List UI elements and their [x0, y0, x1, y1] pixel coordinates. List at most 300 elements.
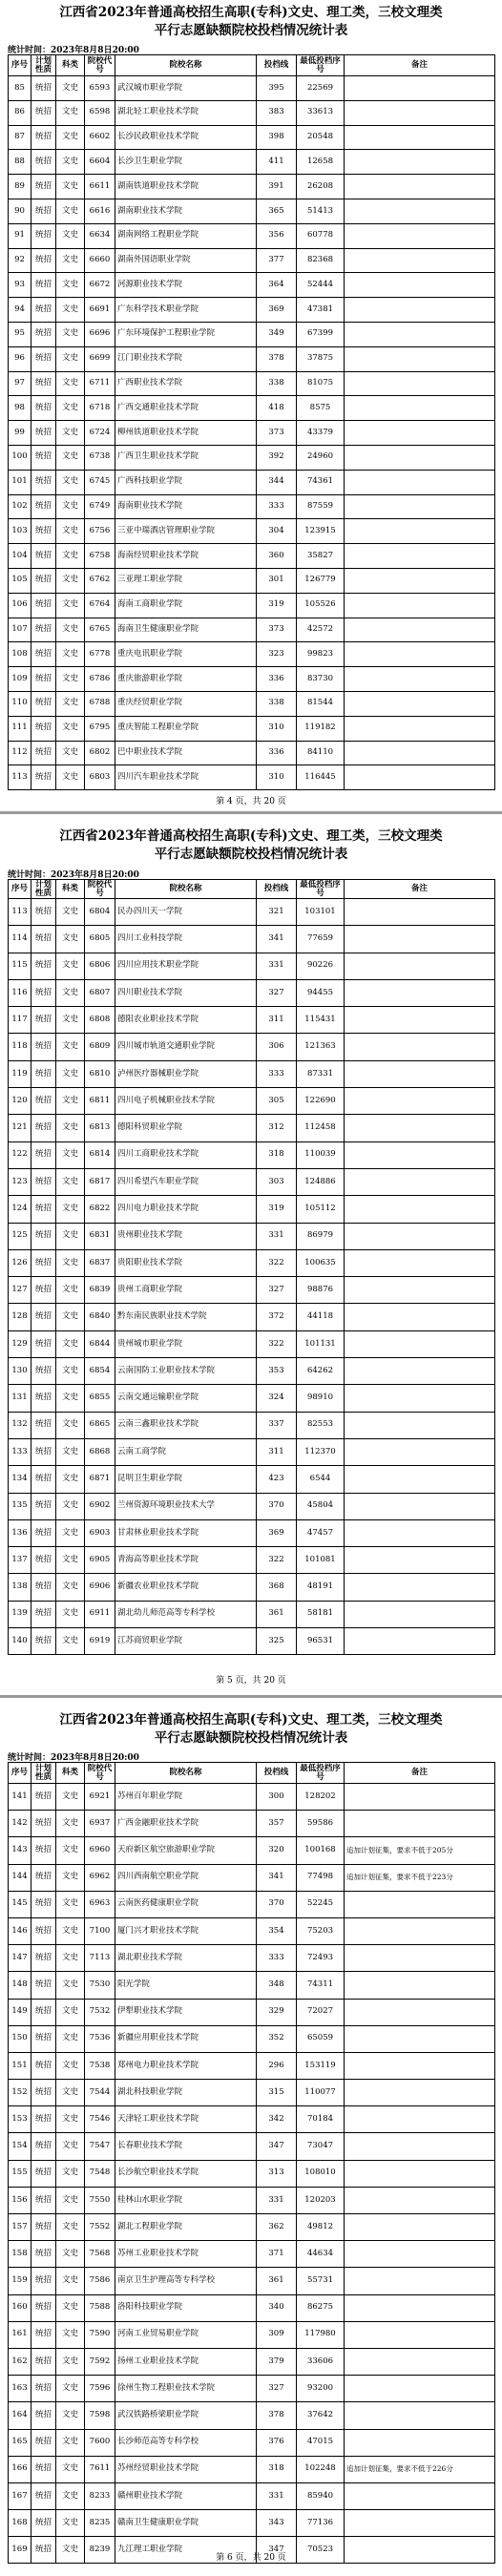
- min-rank-cell: 81544: [297, 691, 345, 716]
- table-row: [9, 298, 495, 323]
- school-code-cell: 6758: [85, 544, 115, 569]
- subject-cell: 文史: [56, 926, 85, 953]
- min-rank-cell: 87559: [297, 494, 345, 519]
- table-row: [9, 1304, 495, 1330]
- plan-type-cell: 统招: [31, 1007, 56, 1034]
- cutoff-cell: 391: [257, 175, 297, 199]
- school-name-cell: 长沙师范高等专科学校: [115, 2429, 257, 2456]
- remark-cell: [345, 175, 495, 199]
- seq-cell: 147: [9, 1945, 31, 1972]
- plan-type-cell: 统招: [31, 1088, 56, 1115]
- school-code-cell: 6906: [85, 1574, 115, 1601]
- seq-cell: 132: [9, 1412, 31, 1438]
- remark-cell: [345, 1811, 495, 1837]
- stat-time: 统计时间：2023年8月8日20:00: [8, 46, 139, 55]
- table-row: [9, 248, 495, 273]
- school-name-cell: 赣南卫生健康职业学院: [115, 2510, 257, 2537]
- table-row: [9, 979, 495, 1006]
- min-rank-cell: 99823: [297, 642, 345, 667]
- table-header-row: [9, 1763, 495, 1784]
- seq-cell: 99: [9, 421, 31, 446]
- table-row: [9, 2106, 495, 2133]
- subject-cell: 文史: [56, 2429, 85, 2456]
- subject-cell: 文史: [56, 979, 85, 1006]
- subject-cell: 文史: [56, 1945, 85, 1972]
- remark-cell: [345, 421, 495, 446]
- school-name-cell: 湖北幼儿师范高等专科学校: [115, 1601, 257, 1627]
- school-name-cell: 武汉城市职业学院: [115, 76, 257, 101]
- plan-type-cell: 统招: [31, 1837, 56, 1864]
- remark-cell: [345, 1034, 495, 1060]
- cutoff-cell: 392: [257, 445, 297, 470]
- cutoff-cell: 378: [257, 346, 297, 371]
- subject-cell: 文史: [56, 716, 85, 741]
- subject-cell: 文史: [56, 2376, 85, 2402]
- school-code-cell: 6802: [85, 741, 115, 765]
- cutoff-cell: 340: [257, 2294, 297, 2321]
- seq-cell: 169: [9, 2537, 31, 2564]
- school-code-cell: 6814: [85, 1141, 115, 1168]
- seq-cell: 131: [9, 1385, 31, 1412]
- table-row: [9, 2160, 495, 2187]
- min-rank-cell: 115431: [297, 1007, 345, 1034]
- table-row: [9, 150, 495, 175]
- plan-type-cell: 统招: [31, 1864, 56, 1891]
- school-code-cell: 7592: [85, 2348, 115, 2375]
- cutoff-cell: 311: [257, 1438, 297, 1465]
- min-rank-cell: 124886: [297, 1168, 345, 1195]
- remark-cell: [345, 544, 495, 569]
- school-code-cell: 6724: [85, 421, 115, 446]
- cutoff-cell: 354: [257, 1917, 297, 1944]
- remark-cell: [345, 1385, 495, 1412]
- plan-type-cell: 统招: [31, 1412, 56, 1438]
- table-row: [9, 1088, 495, 1115]
- remark-cell: [345, 1972, 495, 1999]
- seq-cell: 137: [9, 1547, 31, 1574]
- school-code-cell: 7548: [85, 2160, 115, 2187]
- seq-cell: 106: [9, 593, 31, 618]
- cutoff-cell: 333: [257, 494, 297, 519]
- school-name-cell: 江苏商贸职业学院: [115, 1628, 257, 1655]
- school-code-cell: 6839: [85, 1277, 115, 1304]
- seq-cell: 127: [9, 1277, 31, 1304]
- school-code-cell: 6611: [85, 175, 115, 199]
- school-code-cell: 8233: [85, 2482, 115, 2509]
- min-rank-cell: 47381: [297, 298, 345, 323]
- table-row: [9, 396, 495, 421]
- plan-type-cell: 统招: [31, 175, 56, 199]
- school-code-cell: 6905: [85, 1547, 115, 1574]
- subject-cell: 文史: [56, 2052, 85, 2079]
- remark-cell: [345, 1784, 495, 1811]
- seq-cell: 140: [9, 1628, 31, 1655]
- seq-cell: 165: [9, 2429, 31, 2456]
- min-rank-cell: 47015: [297, 2429, 345, 2456]
- school-code-cell: 6865: [85, 1412, 115, 1438]
- plan-type-cell: 统招: [31, 642, 56, 667]
- table-row: [9, 899, 495, 926]
- school-code-cell: 6822: [85, 1196, 115, 1223]
- seq-cell: 123: [9, 1168, 31, 1195]
- school-name-cell: 洛阳科技职业学院: [115, 2294, 257, 2321]
- school-name-cell: 四川电力职业技术学院: [115, 1196, 257, 1223]
- min-rank-cell: 60778: [297, 223, 345, 248]
- table-row: [9, 1358, 495, 1385]
- seq-cell: 92: [9, 248, 31, 273]
- plan-type-cell: 统招: [31, 1330, 56, 1357]
- remark-cell: [345, 1141, 495, 1168]
- table-row: [9, 1196, 495, 1223]
- cutoff-cell: 319: [257, 593, 297, 618]
- table-row: [9, 371, 495, 396]
- remark-cell: [345, 2106, 495, 2133]
- table-row: [9, 1060, 495, 1087]
- plan-type-cell: 统招: [31, 248, 56, 273]
- cutoff-cell: 369: [257, 1519, 297, 1546]
- seq-cell: 158: [9, 2241, 31, 2268]
- seq-cell: 112: [9, 741, 31, 765]
- school-code-cell: 6672: [85, 273, 115, 298]
- school-code-cell: 7588: [85, 2294, 115, 2321]
- school-name-cell: 贵州职业技术学院: [115, 1223, 257, 1249]
- remark-cell: [345, 691, 495, 716]
- min-rank-cell: 82368: [297, 248, 345, 273]
- subject-cell: 文史: [56, 494, 85, 519]
- seq-cell: 149: [9, 1999, 31, 2025]
- subject-cell: 文史: [56, 1891, 85, 1917]
- plan-type-cell: 统招: [31, 2402, 56, 2429]
- plan-type-cell: 统招: [31, 223, 56, 248]
- min-rank-cell: 42572: [297, 618, 345, 642]
- col-cutoff: 投档线: [257, 55, 297, 76]
- school-code-cell: 6616: [85, 199, 115, 223]
- school-code-cell: 8239: [85, 2537, 115, 2564]
- col-seq: 序号: [9, 1763, 31, 1784]
- school-code-cell: 6809: [85, 1034, 115, 1060]
- subject-cell: 文史: [56, 1223, 85, 1249]
- subject-cell: 文史: [56, 1412, 85, 1438]
- cutoff-cell: 331: [257, 953, 297, 979]
- plan-type-cell: 统招: [31, 1601, 56, 1627]
- cutoff-cell: 344: [257, 470, 297, 494]
- seq-cell: 95: [9, 322, 31, 346]
- seq-cell: 145: [9, 1891, 31, 1917]
- school-name-cell: 南京卫生护理高等专科学校: [115, 2268, 257, 2294]
- school-code-cell: 6806: [85, 953, 115, 979]
- seq-cell: 88: [9, 150, 31, 175]
- subject-cell: 文史: [56, 445, 85, 470]
- plan-type-cell: 统招: [31, 1249, 56, 1276]
- plan-type-cell: 统招: [31, 1438, 56, 1465]
- table-row: [9, 2214, 495, 2241]
- cutoff-cell: 320: [257, 1837, 297, 1864]
- subject-cell: 文史: [56, 2187, 85, 2213]
- school-code-cell: 6786: [85, 667, 115, 692]
- subject-cell: 文史: [56, 2025, 85, 2052]
- subject-cell: 文史: [56, 1141, 85, 1168]
- col-school-name: 院校名称: [115, 880, 257, 899]
- remark-cell: [345, 593, 495, 618]
- cutoff-cell: 372: [257, 1304, 297, 1330]
- remark-cell: [345, 1891, 495, 1917]
- doc-title-line2: 平行志愿缺额院校投档情况统计表: [154, 1730, 348, 1746]
- remark-cell: [345, 2133, 495, 2160]
- cutoff-cell: 318: [257, 1141, 297, 1168]
- table-row: [9, 322, 495, 346]
- seq-cell: 96: [9, 346, 31, 371]
- min-rank-cell: 85940: [297, 2482, 345, 2509]
- school-name-cell: 湖南外国语职业学院: [115, 248, 257, 273]
- school-code-cell: 6691: [85, 298, 115, 323]
- min-rank-cell: 81075: [297, 371, 345, 396]
- remark-cell: [345, 1168, 495, 1195]
- subject-cell: 文史: [56, 76, 85, 101]
- table-row: [9, 494, 495, 519]
- cutoff-cell: 303: [257, 1168, 297, 1195]
- min-rank-cell: 101131: [297, 1330, 345, 1357]
- min-rank-cell: 20548: [297, 125, 345, 150]
- table-row: [9, 346, 495, 371]
- cutoff-cell: 331: [257, 1223, 297, 1249]
- remark-cell: [345, 2402, 495, 2429]
- min-rank-cell: 44118: [297, 1304, 345, 1330]
- school-name-cell: 海南卫生健康职业学院: [115, 618, 257, 642]
- seq-cell: 91: [9, 223, 31, 248]
- cutoff-cell: 322: [257, 1547, 297, 1574]
- school-code-cell: 6699: [85, 346, 115, 371]
- plan-type-cell: 统招: [31, 1891, 56, 1917]
- school-name-cell: 苏州百年职业学院: [115, 1784, 257, 1811]
- page-footer: 第 5 页，共 20 页: [216, 1676, 286, 1686]
- plan-type-cell: 统招: [31, 371, 56, 396]
- min-rank-cell: 35827: [297, 544, 345, 569]
- school-name-cell: 贵州城市职业学院: [115, 1330, 257, 1357]
- min-rank-cell: 86979: [297, 1223, 345, 1249]
- min-rank-cell: 101081: [297, 1547, 345, 1574]
- school-code-cell: 6804: [85, 899, 115, 926]
- subject-cell: 文史: [56, 642, 85, 667]
- subject-cell: 文史: [56, 2133, 85, 2160]
- seq-cell: 118: [9, 1034, 31, 1060]
- plan-type-cell: 统招: [31, 618, 56, 642]
- school-name-cell: 长沙航空职业技术学院: [115, 2160, 257, 2187]
- school-code-cell: 7611: [85, 2456, 115, 2482]
- cutoff-cell: 309: [257, 2321, 297, 2348]
- page-6: [0, 1698, 502, 2576]
- table-row: [9, 1330, 495, 1357]
- subject-cell: 文史: [56, 1547, 85, 1574]
- seq-cell: 136: [9, 1519, 31, 1546]
- school-name-cell: 新疆农业职业技术学院: [115, 1574, 257, 1601]
- school-name-cell: 长春职业技术学院: [115, 2133, 257, 2160]
- cutoff-cell: 331: [257, 2187, 297, 2213]
- seq-cell: 110: [9, 691, 31, 716]
- school-name-cell: 重庆智能工程职业学院: [115, 716, 257, 741]
- seq-cell: 168: [9, 2510, 31, 2537]
- remark-cell: [345, 2052, 495, 2079]
- remark-cell: [345, 2294, 495, 2321]
- subject-cell: 文史: [56, 1972, 85, 1999]
- remark-cell: [345, 1547, 495, 1574]
- school-name-cell: 泸州医疗器械职业学院: [115, 1060, 257, 1087]
- remark-cell: [345, 1466, 495, 1493]
- seq-cell: 107: [9, 618, 31, 642]
- min-rank-cell: 86275: [297, 2294, 345, 2321]
- school-name-cell: 四川工商职业技术学院: [115, 1141, 257, 1168]
- table-row: [9, 76, 495, 101]
- min-rank-cell: 126779: [297, 568, 345, 593]
- min-rank-cell: 74361: [297, 470, 345, 494]
- school-code-cell: 6807: [85, 979, 115, 1006]
- min-rank-cell: 37642: [297, 2402, 345, 2429]
- seq-cell: 101: [9, 470, 31, 494]
- min-rank-cell: 72493: [297, 1945, 345, 1972]
- school-name-cell: 云南国防工业职业技术学院: [115, 1358, 257, 1385]
- plan-type-cell: 统招: [31, 979, 56, 1006]
- school-code-cell: 7546: [85, 2106, 115, 2133]
- seq-cell: 97: [9, 371, 31, 396]
- min-rank-cell: 121363: [297, 1034, 345, 1060]
- school-code-cell: 7547: [85, 2133, 115, 2160]
- school-name-cell: 云南医药健康职业学院: [115, 1891, 257, 1917]
- seq-cell: 86: [9, 100, 31, 125]
- subject-cell: 文史: [56, 223, 85, 248]
- remark-cell: [345, 2482, 495, 2509]
- col-school-code: 院校代号: [85, 1763, 115, 1784]
- cutoff-cell: 373: [257, 618, 297, 642]
- remark-cell: [345, 346, 495, 371]
- plan-type-cell: 统招: [31, 1304, 56, 1330]
- plan-type-cell: 统招: [31, 716, 56, 741]
- min-rank-cell: 77498: [297, 1864, 345, 1891]
- subject-cell: 文史: [56, 1088, 85, 1115]
- table-row: [9, 765, 495, 790]
- cutoff-cell: 398: [257, 125, 297, 150]
- school-code-cell: 7550: [85, 2187, 115, 2213]
- school-name-cell: 四川汽车职业技术学院: [115, 765, 257, 790]
- remark-cell: [345, 100, 495, 125]
- school-code-cell: 6778: [85, 642, 115, 667]
- plan-type-cell: 统招: [31, 1385, 56, 1412]
- table-row: [9, 1034, 495, 1060]
- school-name-cell: 九江理工职业学院: [115, 2537, 257, 2564]
- subject-cell: 文史: [56, 2160, 85, 2187]
- school-name-cell: 天津轻工职业技术学院: [115, 2106, 257, 2133]
- remark-cell: [345, 2510, 495, 2537]
- school-code-cell: 7536: [85, 2025, 115, 2052]
- seq-cell: 113: [9, 899, 31, 926]
- cutoff-cell: 333: [257, 1945, 297, 1972]
- plan-type-cell: 统招: [31, 2321, 56, 2348]
- subject-cell: 文史: [56, 1168, 85, 1195]
- remark-cell: [345, 223, 495, 248]
- min-rank-cell: 44634: [297, 2241, 345, 2268]
- cutoff-cell: 352: [257, 2025, 297, 2052]
- plan-type-cell: 统招: [31, 346, 56, 371]
- school-code-cell: 6765: [85, 618, 115, 642]
- min-rank-cell: 52444: [297, 273, 345, 298]
- table-row: [9, 273, 495, 298]
- table-row: [9, 1249, 495, 1276]
- remark-cell: [345, 741, 495, 765]
- school-name-cell: 广西卫生职业技术学院: [115, 445, 257, 470]
- subject-cell: 文史: [56, 1007, 85, 1034]
- subject-cell: 文史: [56, 1330, 85, 1357]
- seq-cell: 138: [9, 1574, 31, 1601]
- seq-cell: 146: [9, 1917, 31, 1944]
- cutoff-cell: 333: [257, 1060, 297, 1087]
- school-code-cell: 7600: [85, 2429, 115, 2456]
- min-rank-cell: 108010: [297, 2160, 345, 2187]
- school-code-cell: 6604: [85, 150, 115, 175]
- plan-type-cell: 统招: [31, 76, 56, 101]
- school-name-cell: 湖南铁道职业技术学院: [115, 175, 257, 199]
- seq-cell: 161: [9, 2321, 31, 2348]
- min-rank-cell: 51413: [297, 199, 345, 223]
- remark-cell: [345, 470, 495, 494]
- plan-type-cell: 统招: [31, 1547, 56, 1574]
- min-rank-cell: 153119: [297, 2052, 345, 2079]
- plan-type-cell: 统招: [31, 1277, 56, 1304]
- min-rank-cell: 58181: [297, 1601, 345, 1627]
- plan-type-cell: 统招: [31, 1115, 56, 1141]
- seq-cell: 152: [9, 2080, 31, 2106]
- subject-cell: 文史: [56, 741, 85, 765]
- subject-cell: 文史: [56, 1249, 85, 1276]
- remark-cell: [345, 2268, 495, 2294]
- remark-cell: [345, 76, 495, 101]
- school-code-cell: 6810: [85, 1060, 115, 1087]
- school-name-cell: 柳州铁道职业技术学院: [115, 421, 257, 446]
- plan-type-cell: 统招: [31, 2456, 56, 2482]
- school-name-cell: 海南经贸职业技术学院: [115, 544, 257, 569]
- plan-type-cell: 统招: [31, 1972, 56, 1999]
- seq-cell: 148: [9, 1972, 31, 1999]
- subject-cell: 文史: [56, 2294, 85, 2321]
- seq-cell: 89: [9, 175, 31, 199]
- school-code-cell: 7532: [85, 1999, 115, 2025]
- plan-type-cell: 统招: [31, 926, 56, 953]
- school-name-cell: 河源职业技术学院: [115, 273, 257, 298]
- plan-type-cell: 统招: [31, 494, 56, 519]
- school-name-cell: 广西交通职业技术学院: [115, 396, 257, 421]
- seq-cell: 133: [9, 1438, 31, 1465]
- cutoff-cell: 373: [257, 421, 297, 446]
- school-code-cell: 6919: [85, 1628, 115, 1655]
- table-row: [9, 100, 495, 125]
- plan-type-cell: 统招: [31, 298, 56, 323]
- school-name-cell: 四川城市轨道交通职业学院: [115, 1034, 257, 1060]
- min-rank-cell: 8575: [297, 396, 345, 421]
- school-code-cell: 6831: [85, 1223, 115, 1249]
- stat-time: 统计时间：2023年8月8日20:00: [8, 870, 139, 880]
- seq-cell: 103: [9, 519, 31, 544]
- remark-cell: [345, 1358, 495, 1385]
- plan-type-cell: 统招: [31, 519, 56, 544]
- remark-cell: [345, 1249, 495, 1276]
- plan-type-cell: 统招: [31, 421, 56, 446]
- seq-cell: 135: [9, 1493, 31, 1519]
- remark-cell: [345, 765, 495, 790]
- cutoff-cell: 310: [257, 765, 297, 790]
- seq-cell: 116: [9, 979, 31, 1006]
- subject-cell: 文史: [56, 150, 85, 175]
- seq-cell: 98: [9, 396, 31, 421]
- school-name-cell: 广西金融职业技术学院: [115, 1811, 257, 1837]
- min-rank-cell: 77136: [297, 2510, 345, 2537]
- school-name-cell: 三亚理工职业学院: [115, 568, 257, 593]
